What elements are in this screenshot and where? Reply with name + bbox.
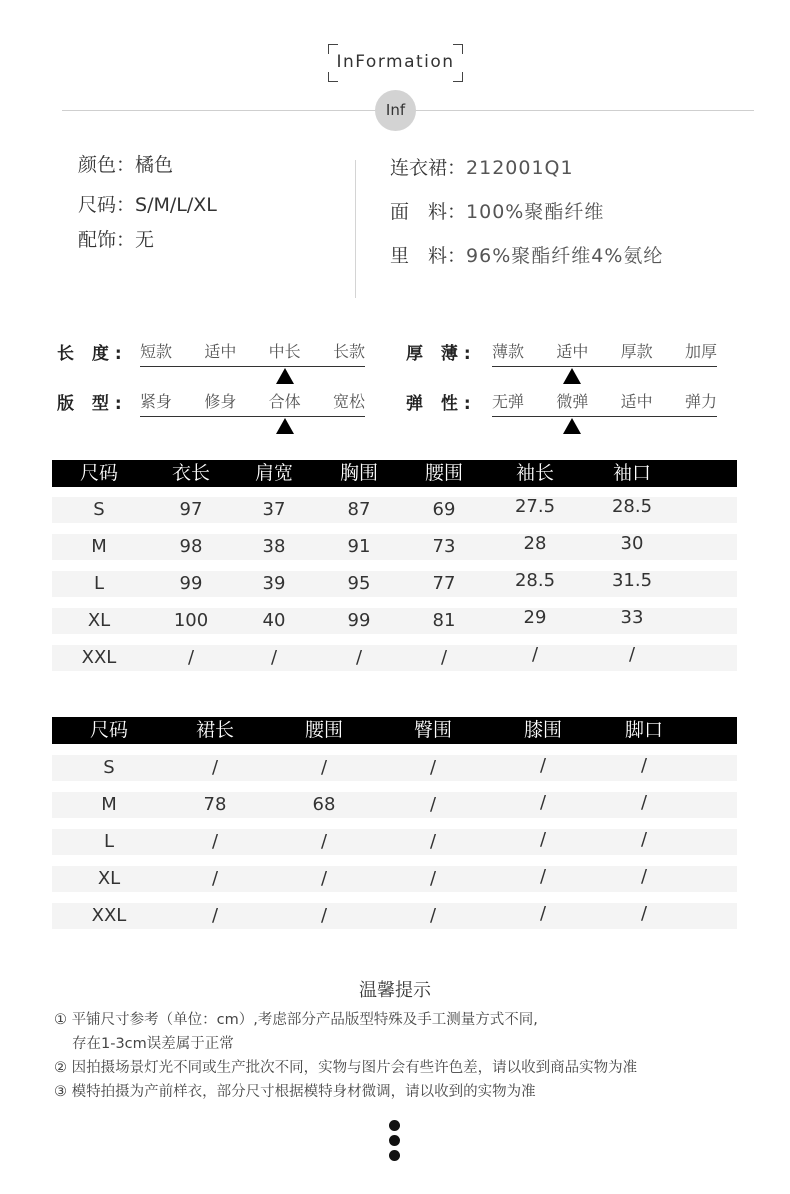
- top-table-header-cell: 腰围: [424, 462, 464, 484]
- top-table-cell: 39: [262, 573, 286, 594]
- elasticity-scale: [492, 389, 717, 439]
- skirt-table-cell: /: [211, 757, 219, 778]
- length-option: 适中: [204, 342, 237, 361]
- top-table-header-cell: 胸围: [339, 462, 379, 484]
- skirt-table-cell: /: [539, 903, 547, 924]
- skirt-table-header-row: [52, 717, 737, 744]
- skirt-table-cell: /: [539, 829, 547, 850]
- top-table-cell: 27.5: [514, 496, 556, 517]
- thickness-option: 加厚: [684, 342, 717, 361]
- skirt-table-cell: /: [539, 755, 547, 776]
- top-table-cell: 97: [179, 499, 203, 520]
- frame-corner-bottom-left: [328, 72, 338, 82]
- info-dress-row: [390, 153, 574, 180]
- top-table-cell: 28.5: [611, 496, 653, 517]
- top-table-cell: /: [531, 644, 539, 665]
- info-lining-value: 96%聚酯纤维4%氨纶: [466, 245, 664, 267]
- top-table-cell: M: [91, 536, 107, 557]
- dot: [389, 1135, 400, 1146]
- info-dress-label: 连衣裙：: [390, 157, 467, 179]
- selected-marker-icon: [276, 418, 294, 434]
- top-table-cell: /: [270, 647, 278, 668]
- top-table-header-cell: 肩宽: [254, 462, 294, 484]
- scale-line: [140, 366, 365, 367]
- skirt-table-cell: /: [429, 831, 437, 852]
- elasticity-label: 弹 性:: [406, 394, 477, 414]
- skirt-table-cell: /: [640, 866, 648, 887]
- skirt-table-row: [52, 829, 737, 855]
- fit-scale: [140, 389, 365, 439]
- top-table-cell: 38: [262, 536, 286, 557]
- skirt-table-cell: XXL: [91, 905, 127, 926]
- skirt-table-row: [52, 792, 737, 818]
- info-size-value: S/M/L/XL: [135, 194, 217, 216]
- frame-corner-bottom-right: [453, 72, 463, 82]
- fit-option: 紧身: [140, 392, 173, 411]
- skirt-table-cell: /: [320, 831, 328, 852]
- skirt-table-cell: L: [103, 831, 115, 852]
- top-table-cell: /: [187, 647, 195, 668]
- info-color-value: 橘色: [135, 154, 174, 176]
- information-title-frame: [328, 44, 463, 82]
- top-table-cell: 95: [347, 573, 371, 594]
- tip-line-1-continued: 存在1-3cm误差属于正常: [72, 1036, 234, 1052]
- fit-label: 版 型:: [57, 394, 128, 414]
- skirt-table-cell: /: [539, 792, 547, 813]
- inf-badge: Inf: [375, 90, 416, 131]
- fit-option: 宽松: [332, 392, 365, 411]
- fit-option: 修身: [204, 392, 237, 411]
- top-table-cell: 87: [347, 499, 371, 520]
- thickness-option: 薄款: [492, 342, 525, 361]
- info-lining-row: [390, 241, 663, 268]
- tip-line-1: ① 平铺尺寸参考（单位：cm）,考虑部分产品版型特殊及手工测量方式不同,: [54, 1012, 538, 1028]
- length-label: 长 度:: [57, 344, 128, 364]
- top-table-cell: XXL: [81, 647, 117, 668]
- elasticity-option: 微弹: [556, 392, 589, 411]
- top-table-cell: 98: [179, 536, 203, 557]
- skirt-table-header-cell: 腰围: [304, 719, 344, 741]
- more-dots-icon: [389, 1120, 401, 1162]
- top-table-cell: 40: [262, 610, 286, 631]
- top-table-header-cell: 尺码: [79, 462, 119, 484]
- top-table-cell: 30: [620, 533, 644, 554]
- tip-line-3: ③ 模特拍摄为产前样衣，部分尺寸根据模特身材微调，请以收到的实物为准: [54, 1084, 536, 1100]
- skirt-table-cell: /: [429, 905, 437, 926]
- skirt-table-cell: 68: [312, 794, 336, 815]
- skirt-table-cell: M: [101, 794, 117, 815]
- skirt-table-cell: /: [429, 868, 437, 889]
- thickness-option: 厚款: [620, 342, 653, 361]
- thickness-scale: [492, 339, 717, 389]
- skirt-table-cell: /: [211, 868, 219, 889]
- top-table-cell: 69: [432, 499, 456, 520]
- scale-line: [492, 366, 717, 367]
- top-size-table: [52, 460, 737, 675]
- elasticity-option: 适中: [620, 392, 653, 411]
- skirt-table-cell: /: [320, 905, 328, 926]
- skirt-table-cell: /: [429, 794, 437, 815]
- length-option: 长款: [332, 342, 365, 361]
- skirt-table-header-cell: 尺码: [89, 719, 129, 741]
- info-divider: [355, 160, 356, 298]
- skirt-table-cell: XL: [97, 868, 121, 889]
- top-table-cell: /: [355, 647, 363, 668]
- skirt-table-header-cell: 脚口: [624, 719, 664, 741]
- top-table-row: [52, 497, 737, 523]
- skirt-table-header-cell: 裙长: [195, 719, 235, 741]
- info-color-label: 颜色：: [78, 154, 136, 176]
- info-accessory-row: [78, 225, 154, 252]
- skirt-table-header-cell: 膝围: [523, 719, 563, 741]
- top-table-cell: 99: [179, 573, 203, 594]
- skirt-table-row: [52, 903, 737, 929]
- top-table-cell: 77: [432, 573, 456, 594]
- skirt-table-header-cell: 臀围: [413, 719, 453, 741]
- skirt-table-row: [52, 755, 737, 781]
- info-dress-value: 212001Q1: [466, 157, 574, 179]
- length-option: 短款: [140, 342, 173, 361]
- top-table-cell: 29: [523, 607, 547, 628]
- top-table-cell: 31.5: [611, 570, 653, 591]
- dot: [389, 1150, 400, 1161]
- skirt-table-cell: /: [320, 757, 328, 778]
- page-title: InFormation: [336, 52, 455, 72]
- skirt-table-cell: /: [539, 866, 547, 887]
- info-size-label: 尺码：: [78, 194, 136, 216]
- top-table-cell: 28: [523, 533, 547, 554]
- top-table-cell: 99: [347, 610, 371, 631]
- top-table-cell: /: [628, 644, 636, 665]
- thickness-label: 厚 薄:: [406, 344, 477, 364]
- top-table-cell: 91: [347, 536, 371, 557]
- top-table-cell: /: [440, 647, 448, 668]
- skirt-table-cell: /: [211, 831, 219, 852]
- info-fabric-label: 面 料：: [390, 201, 467, 223]
- selected-marker-icon: [563, 368, 581, 384]
- skirt-size-table: [52, 717, 737, 932]
- top-table-cell: 33: [620, 607, 644, 628]
- elasticity-option: 无弹: [492, 392, 525, 411]
- skirt-table-cell: /: [429, 757, 437, 778]
- selected-marker-icon: [276, 368, 294, 384]
- tips-title: 温馨提示: [359, 980, 431, 1001]
- skirt-table-cell: /: [640, 829, 648, 850]
- length-scale: [140, 339, 365, 389]
- thickness-option: 适中: [556, 342, 589, 361]
- top-table-cell: 37: [262, 499, 286, 520]
- top-table-header-cell: 衣长: [171, 462, 211, 484]
- scale-line: [492, 416, 717, 417]
- info-accessory-label: 配饰：: [78, 229, 136, 251]
- top-table-header-cell: 袖口: [612, 462, 652, 484]
- info-size-row: [78, 190, 217, 217]
- top-table-cell: L: [93, 573, 105, 594]
- skirt-table-cell: 78: [203, 794, 227, 815]
- selected-marker-icon: [563, 418, 581, 434]
- skirt-table-cell: /: [211, 905, 219, 926]
- length-option: 中长: [268, 342, 301, 361]
- skirt-table-cell: /: [320, 868, 328, 889]
- skirt-table-cell: /: [640, 755, 648, 776]
- dot: [389, 1120, 400, 1131]
- skirt-table-row: [52, 866, 737, 892]
- info-fabric-row: [390, 197, 604, 224]
- top-table-header-cell: 袖长: [515, 462, 555, 484]
- top-table-row: [52, 608, 737, 634]
- skirt-table-cell: /: [640, 792, 648, 813]
- top-table-cell: S: [93, 499, 105, 520]
- top-table-cell: 73: [432, 536, 456, 557]
- top-table-header-row: [52, 460, 737, 487]
- info-accessory-value: 无: [135, 229, 155, 251]
- scale-line: [140, 416, 365, 417]
- skirt-table-cell: S: [103, 757, 115, 778]
- info-fabric-value: 100%聚酯纤维: [466, 201, 605, 223]
- skirt-table-cell: /: [640, 903, 648, 924]
- tip-line-2: ② 因拍摄场景灯光不同或生产批次不同，实物与图片会有些许色差，请以收到商品实物为准: [54, 1060, 638, 1076]
- top-table-cell: 100: [173, 610, 209, 631]
- top-table-cell: XL: [87, 610, 111, 631]
- top-table-row: [52, 645, 737, 671]
- elasticity-option: 弹力: [684, 392, 717, 411]
- top-table-cell: 81: [432, 610, 456, 631]
- top-table-row: [52, 571, 737, 597]
- fit-option: 合体: [268, 392, 301, 411]
- top-table-cell: 28.5: [514, 570, 556, 591]
- info-color-row: [78, 150, 173, 177]
- info-lining-label: 里 料：: [390, 245, 467, 267]
- top-table-row: [52, 534, 737, 560]
